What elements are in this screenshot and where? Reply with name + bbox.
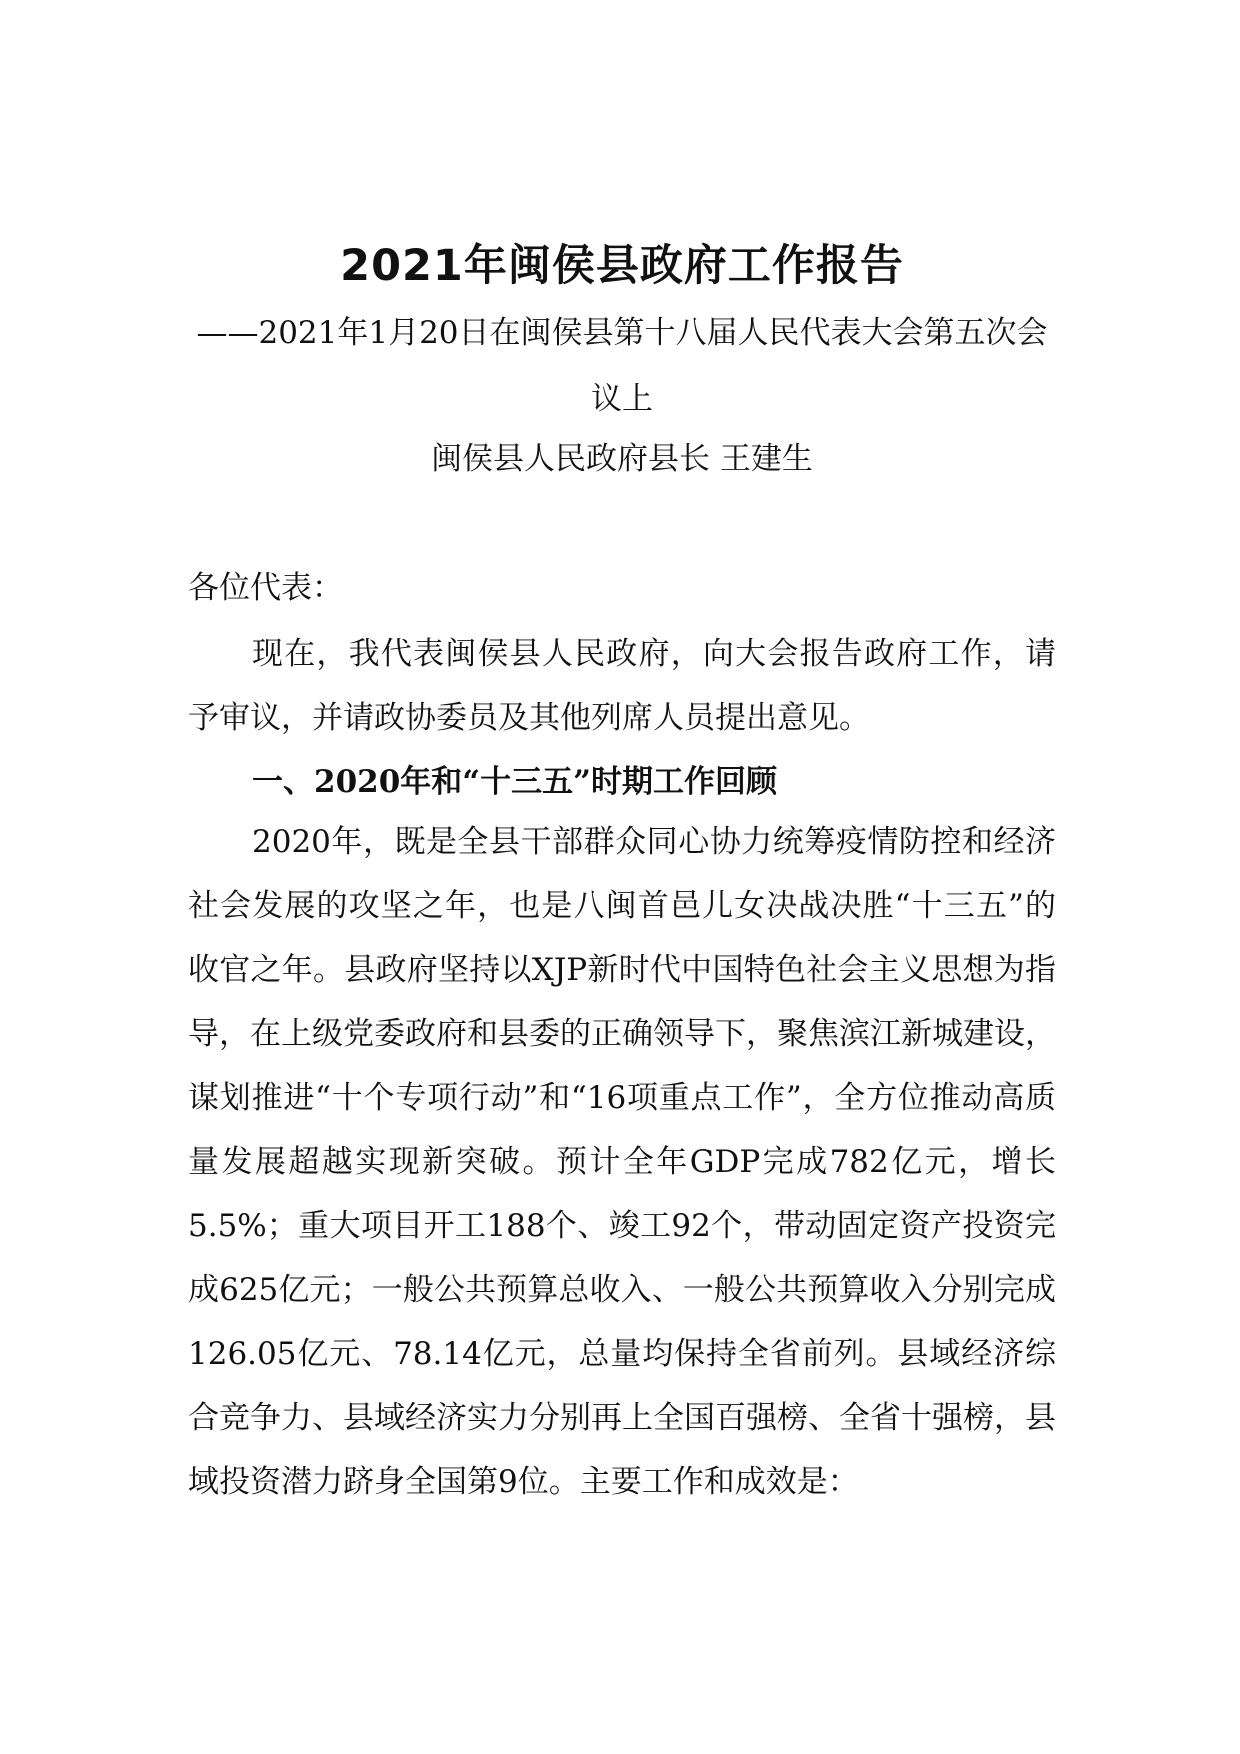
- intro-paragraph: 现在，我代表闽侯县人民政府，向大会报告政府工作，请予审议，并请政协委员及其他列席人员提出意见。: [188, 636, 1056, 736]
- report-title: 2021年闽侯县政府工作报告: [340, 241, 904, 291]
- review-paragraph: 2020年，既是全县干部群众同心协力统筹疫情防控和经济社会发展的攻坚之年，也是八闽首邑儿女决战决胜“十三五”的收官之年。县政府坚持以XJP新时代中国特色社会主义思想为指导，在上级党委政府和县委的正确领导下，聚焦滨江新城建设，谋划推进“十个专项行动”和“16项重点工作”，全方位推动高质量发展超越实现新突破。预计全年GDP完成782亿元，增长5.5%；重大项目开工188个、竣工92个，带动固定资产投资完成625亿元；一般公共预算总收入、一般公共预算收入分别完成126.05亿元、78.14亿元，总量均保持全省前列。县域经济综合竞争力、县域经济实力分别再上全国百强榜、全省十强榜，县域投资潜力跻身全国第9位。主要工作和成效是：: [188, 824, 1056, 1500]
- section-heading: 一、2020年和“十三五”时期工作回顾: [252, 764, 777, 800]
- salutation: 各位代表：: [188, 570, 343, 606]
- report-author: 闽侯县人民政府县长 王建生: [431, 441, 813, 477]
- report-subtitle: ——2021年1月20日在闽侯县第十八届人民代表大会第五次会议上: [196, 315, 1048, 417]
- document-page: [188, 0, 1056, 1754]
